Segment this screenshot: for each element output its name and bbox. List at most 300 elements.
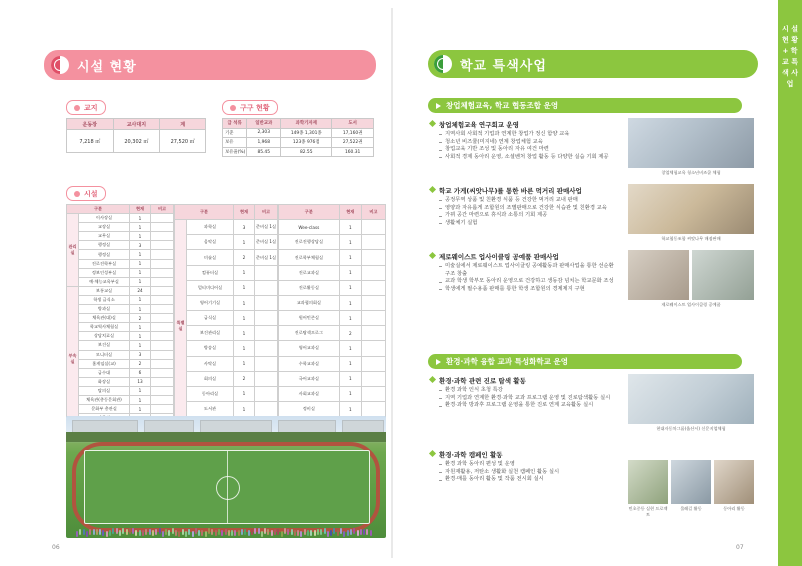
photo-startup-education: [628, 118, 754, 168]
left-section-header: [44, 50, 376, 80]
td-note: [151, 259, 174, 268]
section2-pill: [428, 354, 742, 369]
td-name: 국어교과실: [279, 371, 340, 386]
td-count: 2: [234, 250, 255, 265]
td-note: 준비실 1실: [255, 250, 278, 265]
td-name: 미술실: [187, 250, 234, 265]
td-name: 보건실: [79, 341, 130, 350]
list-item: 학생에게 필수용품 판매를 통한 학생 조합원의 경제제지 구현: [439, 286, 620, 294]
block-title-label: 학교 가게(씨앗나무)를 통한 바른 먹거리 판매사업: [439, 187, 582, 195]
block-item-list: [439, 131, 620, 161]
table-row: [67, 130, 206, 153]
td-value: 123종 976점: [281, 138, 332, 148]
photo-person: [330, 530, 332, 536]
photo-person: [231, 530, 233, 536]
photo-person: [165, 529, 167, 535]
th-note: 비고: [361, 205, 385, 220]
th-count: 현재: [130, 205, 151, 214]
td-count: 1: [130, 223, 151, 232]
table-row: [279, 341, 386, 356]
photo-person: [347, 530, 349, 536]
td-name: 교과협의회실: [279, 295, 340, 310]
photo-person: [238, 530, 240, 536]
photo-person: [129, 528, 131, 534]
photo-person: [271, 530, 273, 536]
dot-icon: [74, 191, 80, 197]
section2-pill-label: 환경·과학 융합 교과 특성화학교 운영: [446, 357, 568, 366]
td-note: [151, 223, 174, 232]
table-row: [223, 138, 374, 148]
th-count: 현재: [339, 205, 361, 220]
page-gutter: [391, 8, 393, 558]
section1-block1: [430, 120, 620, 161]
list-item: 미술실에서 제로웨이스트 업사이클링 공예활동과 판매사업을 통한 선순환 구조 창출: [439, 263, 620, 278]
td-count: 1: [130, 386, 151, 395]
td-playground: 7,218 ㎡: [67, 130, 114, 153]
table-row: [223, 147, 374, 157]
th-playground: 운동장: [67, 119, 114, 130]
side-tab: [778, 0, 802, 566]
block-item-list: [439, 263, 620, 293]
td-name: 진로탐색프로그: [279, 326, 340, 341]
photo-person: [159, 528, 161, 534]
td-count: 1: [130, 250, 151, 259]
diamond-icon: [429, 252, 436, 259]
photo-person: [363, 529, 365, 535]
photo-caption: 현대자동차그룹(울산시) 신문지업체험: [656, 425, 726, 431]
td-count: 1: [234, 280, 255, 295]
photo-person: [93, 529, 95, 535]
table-row: [175, 402, 278, 417]
photo-person: [83, 529, 85, 535]
table-row: [67, 323, 174, 332]
th-science-equipment: 과학기자재: [281, 119, 332, 129]
photo-person: [152, 530, 154, 536]
section1-pill: [428, 98, 742, 113]
th-division: 구분: [175, 205, 234, 220]
photo-person: [291, 529, 293, 535]
photo-person: [221, 530, 223, 536]
td-name: 모니터실: [79, 350, 130, 359]
td-count: 1: [234, 356, 255, 371]
block-title: [430, 450, 620, 459]
photo-person: [251, 529, 253, 535]
section1-block2: [430, 186, 620, 227]
td-count: 1: [339, 235, 361, 250]
photo-person: [327, 531, 329, 537]
photo-person: [333, 528, 335, 534]
block-title: [430, 252, 620, 261]
photo-person: [162, 531, 164, 537]
td-name: 컴퓨터실: [187, 265, 234, 280]
land-table: [66, 118, 206, 153]
list-item: 사회적 경제 동아리 운영, 소셜벤처 창업 활동 등 다양한 실습 기회 제공: [439, 154, 620, 162]
section1-photo2-wrap: [628, 184, 754, 242]
section2-photo1-wrap: [628, 374, 754, 432]
triangle-icon: [436, 359, 441, 365]
table-header-row: [175, 205, 278, 220]
td-count: 1: [130, 332, 151, 341]
td-note: [361, 311, 385, 326]
list-item: 환경 과학 동아리 편성 및 운영: [439, 461, 620, 469]
photo-person: [225, 529, 227, 535]
photo-person: [277, 529, 279, 535]
photo-person: [294, 530, 296, 536]
photo-person: [343, 531, 345, 537]
td-count: 1: [234, 386, 255, 401]
photo-crowd: [76, 528, 376, 536]
td-note: 준비실 1실: [255, 220, 278, 235]
td-count: 1: [130, 232, 151, 241]
td-value: 1,968: [247, 138, 281, 148]
block-item-list: [439, 387, 620, 410]
td-count: 1: [234, 295, 255, 310]
table-row: [279, 220, 386, 235]
table-row: [175, 356, 278, 371]
td-note: [151, 386, 174, 395]
td-name: 영어교과실: [279, 341, 340, 356]
td-count: 1: [234, 402, 255, 417]
photo-person: [317, 529, 319, 535]
td-note: [255, 402, 278, 417]
right-section-header: [428, 50, 758, 78]
table-row: [67, 386, 174, 395]
table-row: [175, 220, 278, 235]
td-note: [361, 235, 385, 250]
side-tab-label: 시 설 현 황 + 학 교 특 색 사 업: [782, 25, 798, 88]
td-note: [151, 232, 174, 241]
td-count: 1: [234, 311, 255, 326]
photo-person: [211, 529, 213, 535]
td-note: [361, 250, 385, 265]
photo-person: [353, 528, 355, 534]
section1-photo3-wrap: [628, 250, 754, 308]
td-count: 1: [130, 295, 151, 304]
td-value: 17,160권: [332, 128, 374, 138]
table-row: [67, 395, 174, 404]
td-note: [151, 377, 174, 386]
photo-person: [175, 530, 177, 536]
table-row: [67, 241, 174, 250]
td-name: 정비실: [279, 402, 340, 417]
td-note: [151, 277, 174, 286]
right-page: [406, 8, 768, 558]
photo-person: [116, 528, 118, 534]
photo-campaign-3: [714, 460, 754, 504]
td-count: 2: [234, 371, 255, 386]
td-name: 영어기기실: [187, 295, 234, 310]
photo-person: [195, 528, 197, 534]
list-item: 청소년 비즈쿨(미지네) 연계 창업체험 교육: [439, 139, 620, 147]
playground-photo: [66, 416, 386, 538]
table-row: [279, 265, 386, 280]
photo-person: [132, 528, 134, 534]
td-note: [361, 402, 385, 417]
td-name: 방송실: [187, 341, 234, 356]
section2-block2: [430, 450, 620, 484]
photo-person: [178, 531, 180, 537]
td-count: 1: [339, 295, 361, 310]
left-page-number: 06: [52, 544, 60, 551]
photo-person: [79, 529, 81, 535]
td-count: 1: [130, 341, 151, 350]
td-name: 행정실: [79, 250, 130, 259]
photo-row: [628, 460, 754, 518]
table-row: [67, 305, 174, 314]
td-note: [361, 356, 385, 371]
photo-cell: [628, 460, 668, 518]
section2-photo-row-wrap: [628, 460, 754, 518]
list-item: 환경·매를 동아리 활동 및 작품 전시회 실시: [439, 476, 620, 484]
td-count: 1: [130, 214, 151, 223]
table-row: [279, 295, 386, 310]
block-item-list: [439, 461, 620, 484]
td-name: 진로진학부실: [79, 259, 130, 268]
td-count: 2: [130, 314, 151, 323]
td-name: 체육관(총동문회관): [79, 395, 130, 404]
photo-person: [208, 528, 210, 534]
photo-caption: 동아리 활동: [723, 505, 745, 511]
td-note: [151, 395, 174, 404]
photo-person: [267, 529, 269, 535]
diamond-icon: [429, 450, 436, 457]
td-school-site: 20,302 ㎡: [113, 130, 160, 153]
td-name: 급수대: [79, 368, 130, 377]
photo-upcycle-1: [628, 250, 689, 300]
section1-pill-label: 창업체험교육, 학교 협동조합 운영: [446, 101, 559, 110]
td-name: 동아리실: [187, 386, 234, 401]
td-count: 1: [339, 402, 361, 417]
left-section-title: 시설 현황: [77, 59, 137, 75]
photo-person: [320, 529, 322, 535]
photo-person: [340, 528, 342, 534]
table-row: [175, 341, 278, 356]
td-note: [151, 268, 174, 277]
photo-person: [307, 530, 309, 536]
photo-person: [248, 530, 250, 536]
photo-hyundai-visit: [628, 374, 754, 424]
td-count: 1: [130, 405, 151, 414]
td-value: 149종 1,301종: [281, 128, 332, 138]
photo-person: [112, 528, 114, 534]
td-value: 82.55: [281, 147, 332, 157]
table-row: [67, 368, 174, 377]
td-name: 진로활동실: [279, 280, 340, 295]
list-item: 환경 과학 인식 초청 특강: [439, 387, 620, 395]
td-category: 관리실: [67, 214, 79, 287]
table-row: [175, 326, 278, 341]
table-row: [175, 295, 278, 310]
photo-center-circle: [216, 476, 240, 500]
photo-person: [126, 529, 128, 535]
th-note: 비고: [151, 205, 174, 214]
photo-person: [172, 528, 174, 534]
td-name: 방과실: [79, 305, 130, 314]
td-name: 진로진행상담실: [279, 235, 340, 250]
td-name: 수학교과실: [279, 356, 340, 371]
photo-person: [182, 529, 184, 535]
td-name: 도서관: [187, 402, 234, 417]
photo-campaign-2: [671, 460, 711, 504]
photo-person: [106, 531, 108, 537]
photo-person: [284, 528, 286, 534]
table-row: [67, 332, 174, 341]
photo-person: [99, 529, 101, 535]
th-division: 구분: [67, 205, 130, 214]
facility-table-3: [278, 204, 386, 432]
block-title: [430, 186, 620, 195]
td-name: 탈의실: [79, 386, 130, 395]
td-name: 행정실: [79, 241, 130, 250]
photo-person: [360, 529, 362, 535]
right-page-number: 07: [736, 544, 744, 551]
td-count: 1: [339, 250, 361, 265]
td-total: 27,520 ㎡: [160, 130, 206, 153]
triangle-icon: [436, 103, 441, 109]
photo-person: [304, 529, 306, 535]
photo-person: [109, 530, 111, 536]
list-item: 창업교육 기반 조성 및 동아리 자유 여건 마련: [439, 146, 620, 154]
list-item: 영양과 자유롭게 조합원의 조별판매으로 건강한 식습관 및 친환경 교육: [439, 205, 620, 213]
td-note: [151, 295, 174, 304]
table-header-row: [223, 119, 374, 129]
half-circle-icon: [51, 56, 69, 74]
block-title-label: 제로웨이스트 업사이클링 공예품 판매사업: [439, 253, 559, 261]
table-row: [67, 268, 174, 277]
photo-person: [254, 528, 256, 534]
td-name: 진로학부체험실: [279, 250, 340, 265]
td-category: 부속실: [67, 286, 79, 432]
list-item: 지역사회 사회적 기업과 연계한 창업가 정신 함양 교육: [439, 131, 620, 139]
photo-person: [244, 529, 246, 535]
td-count: 1: [130, 268, 151, 277]
photo-cell: [714, 460, 754, 518]
block-title: [430, 120, 620, 129]
td-note: [255, 356, 278, 371]
table-row: [67, 232, 174, 241]
td-count: 2: [130, 359, 151, 368]
td-count: 1: [234, 341, 255, 356]
photo-caption: 제로웨이스트 업사이클링 공예품: [661, 301, 721, 307]
td-count: 1: [130, 323, 151, 332]
photo-person: [135, 530, 137, 536]
td-category: 특별실: [175, 220, 187, 432]
td-count: 6: [130, 368, 151, 377]
photo-person: [297, 530, 299, 536]
td-name: 과학실: [187, 220, 234, 235]
td-name: 체육관(대)실: [79, 314, 130, 323]
td-count: 1: [234, 326, 255, 341]
table-row: [67, 377, 174, 386]
td-note: [151, 241, 174, 250]
td-note: [151, 214, 174, 223]
dot-icon: [230, 105, 236, 111]
photo-person: [102, 530, 104, 536]
td-name: 회의실: [187, 371, 234, 386]
photo-caption: 창업체험교육 청소년비즈쿨 체험: [661, 169, 721, 175]
td-note: [151, 405, 174, 414]
td-note: [255, 280, 278, 295]
photo-person: [274, 529, 276, 535]
td-note: [151, 250, 174, 259]
td-name: 진로교과실: [279, 265, 340, 280]
td-note: [255, 326, 278, 341]
th-class: 급 석류: [223, 119, 247, 129]
table-row: [279, 311, 386, 326]
photo-person: [145, 529, 147, 535]
subheader-land-label: 교지: [84, 103, 98, 112]
photo-person: [350, 529, 352, 535]
td-name: 예·체능교육부실: [79, 277, 130, 286]
diamond-icon: [429, 376, 436, 383]
table-row: [175, 235, 278, 250]
list-item: 교과 학생 학부모 동아리 운영으로 건강하고 생동감 넘치는 학교문화 조성: [439, 278, 620, 286]
td-count: 1: [339, 356, 361, 371]
td-count: 1: [339, 220, 361, 235]
td-note: [151, 332, 174, 341]
td-note: [255, 371, 278, 386]
td-count: 1: [130, 395, 151, 404]
diamond-icon: [429, 120, 436, 127]
photo-person: [185, 531, 187, 537]
subheader-facility-label: 시설: [84, 189, 98, 198]
td-name: 멀티미디어실: [187, 280, 234, 295]
photo-caption: 물레길 활동: [680, 505, 702, 511]
td-note: [151, 323, 174, 332]
photo-person: [324, 528, 326, 534]
table-header-row: [67, 205, 174, 214]
photo-person: [139, 530, 141, 536]
th-school-site: 교사대지: [113, 119, 160, 130]
photo-person: [86, 531, 88, 537]
td-note: [151, 341, 174, 350]
td-name: 학교역사체험실: [79, 323, 130, 332]
td-name: 교무실: [79, 232, 130, 241]
td-note: [361, 265, 385, 280]
table-row: [279, 402, 386, 417]
td-count: 1: [339, 341, 361, 356]
table-row: [279, 356, 386, 371]
td-name: 상담치료실: [79, 332, 130, 341]
section1-photo1-wrap: [628, 118, 754, 176]
td-count: 1: [339, 311, 361, 326]
photo-person: [205, 531, 207, 537]
td-value: 85.45: [247, 147, 281, 157]
photo-person: [287, 529, 289, 535]
td-name: 사탁실: [187, 356, 234, 371]
photo-campaign-1: [628, 460, 668, 504]
block-title-label: 환경·과학 캠페인 활동: [439, 451, 503, 459]
table-row: [67, 223, 174, 232]
td-name: 화장실: [79, 377, 130, 386]
equipment-table: [222, 118, 374, 157]
td-note: [361, 220, 385, 235]
half-circle-icon: [434, 55, 452, 73]
photo-person: [168, 530, 170, 536]
list-item: 자원재활용, 저탄소 생활화 실천 캠페인 활동 실시: [439, 469, 620, 477]
table-row: [67, 405, 174, 414]
photo-person: [155, 529, 157, 535]
th-note: 비고: [255, 205, 278, 220]
td-name: Wee-class: [279, 220, 340, 235]
list-item: 생활체기 실험: [439, 220, 620, 228]
table-row: [279, 280, 386, 295]
right-section-title: 학교 특색사업: [460, 58, 547, 74]
facility-table-2: [174, 204, 278, 432]
td-note: [255, 386, 278, 401]
th-count: 현재: [234, 205, 255, 220]
table-row: [67, 286, 174, 295]
